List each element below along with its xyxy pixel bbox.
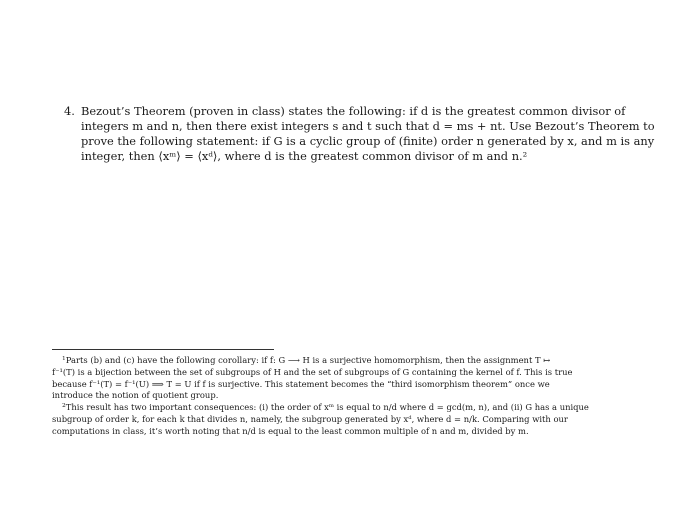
problem-line: 4. Bezout’s Theorem (proven in class) states the following: if d is the greatest common divisor of [64,104,626,118]
footnote-2 [52,402,652,437]
footnote-line: $^2$This result has two important consequences: (i) the order of xᵐ is equal to n/d where d = gcd(m, n), and (ii) G has a unique [62,402,589,413]
problem-line: integer, then ⟨xᵐ⟩ = ⟨xᵈ⟩, where d is the greatest common divisor of m and n.² [81,149,528,163]
footnote-line: f⁻¹(T) is a bijection between the set of subgroups of H and the set of subgroups of G containing the kernel of f. This is true [52,366,573,377]
problem-4 [64,104,655,164]
footnote-line: because f⁻¹(T) = f⁻¹(U) ⟹ T = U if f is surjective. This statement becomes the “third isomorphism theorem” once we [52,378,550,389]
problem-line: prove the following statement: if G is a cyclic group of (finite) order n generated by x, and m is any [81,134,655,148]
footnote-marker: 1 [62,356,66,362]
footnote-marker: 2 [62,403,66,410]
footnote-line: computations in class, it’s worth noting that n/d is equal to the least common multiple of n and m, divided by m. [52,425,529,436]
footnote-line: subgroup of order k, for each k that divides n, namely, the subgroup generated by xᵈ, where d = n/k. Comparing with our [52,413,568,424]
footnote-line: introduce the notion of quotient group. [52,390,219,401]
footnote-separator [52,349,274,350]
footnote-line: $^1$Parts (b) and (c) have the following corollary: if f: G ⟶ H is a surjective homomorphism, then the assignment T ↦ [62,355,551,365]
problem-line: integers m and n, then there exist integers s and t such that d = ms + nt. Use Bezout’s Theorem to [81,119,655,133]
footnote-1 [52,355,652,402]
problem-number: 4. [64,104,75,118]
footnotes [52,355,652,438]
